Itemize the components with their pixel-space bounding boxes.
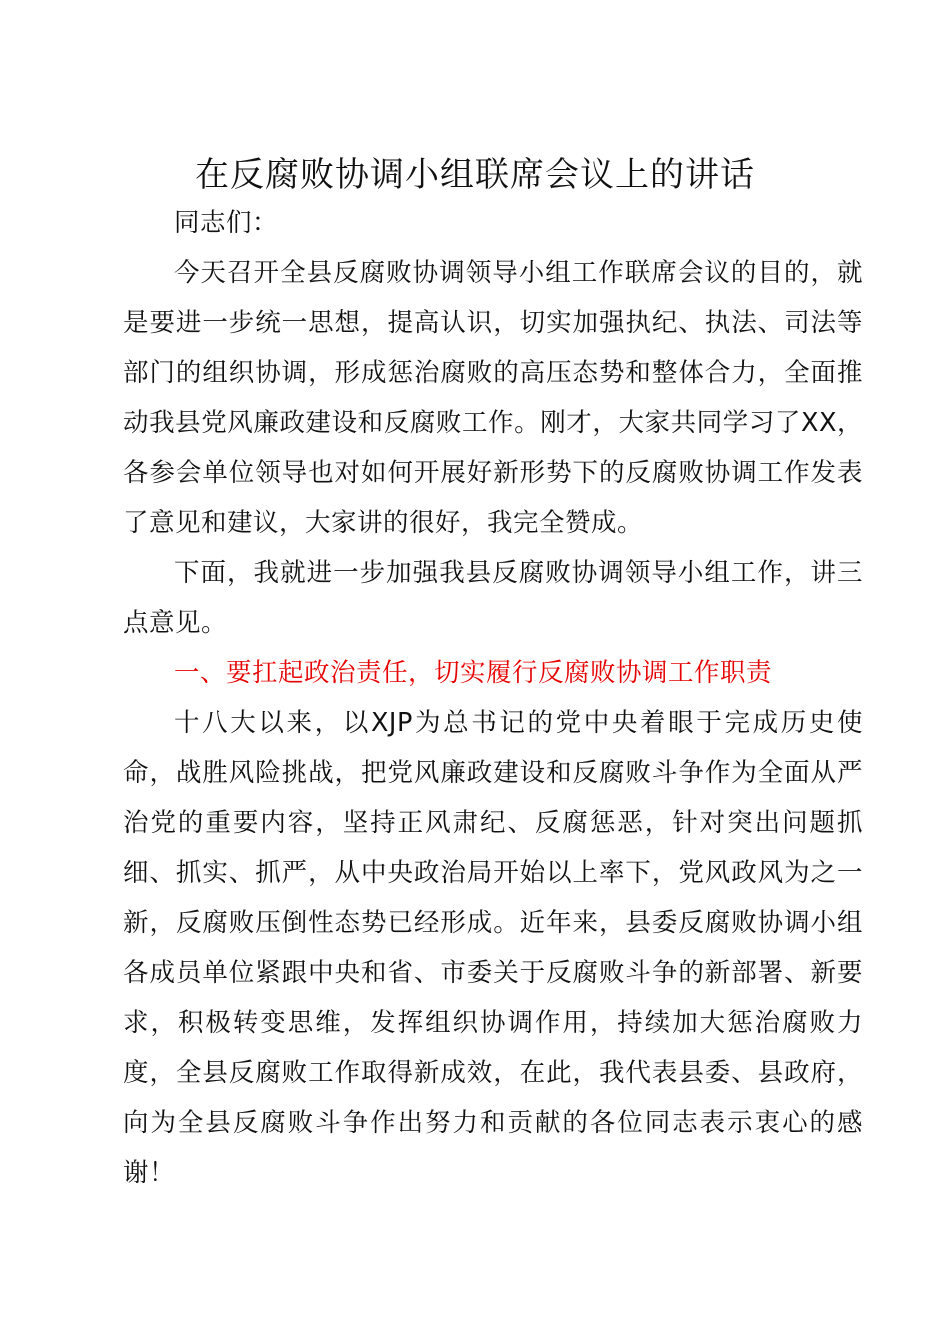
salutation: 同志们：: [174, 208, 279, 238]
paragraph-purpose: 今天召开全县反腐败协调领导小组工作联席会议的目的，就是要进一步统一思想，提高认识，切实加强执纪、执法、司法等部门的组织协调，形成惩治腐败的高压态势和整体合力，全面推动我县党风廉政建设和反腐败工作。刚才，大家共同学习了XX，各参会单位领导也对如何开展好新形势下的反腐败协调工作发表了意见和建议，大家讲的很好，我完全赞成。: [123, 258, 863, 538]
document-title: 在反腐败协调小组联席会议上的讲话: [195, 155, 755, 195]
paragraph-intro: 下面，我就进一步加强我县反腐败协调领导小组工作，讲三点意见。: [123, 558, 863, 638]
paragraph-section-1: 十八大以来，以XJP为总书记的党中央着眼于完成历史使命，战胜风险挑战，把党风廉政建设和反腐败斗争作为全面从严治党的重要内容，坚持正风肃纪、反腐惩恶，针对突出问题抓细、抓实、抓严，从中央政治局开始以上率下，党风政风为之一新，反腐败压倒性态势已经形成。近年来，县委反腐败协调小组各成员单位紧跟中央和省、市委关于反腐败斗争的新部署、新要求，积极转变思维，发挥组织协调作用，持续加大惩治腐败力度，全县反腐败工作取得新成效，在此，我代表县委、县政府，向为全县反腐败斗争作出努力和贡献的各位同志表示衷心的感谢！: [123, 708, 863, 1188]
document-body: [123, 198, 863, 1198]
section-heading-1: 一、要扛起政治责任，切实履行反腐败协调工作职责: [174, 658, 773, 688]
